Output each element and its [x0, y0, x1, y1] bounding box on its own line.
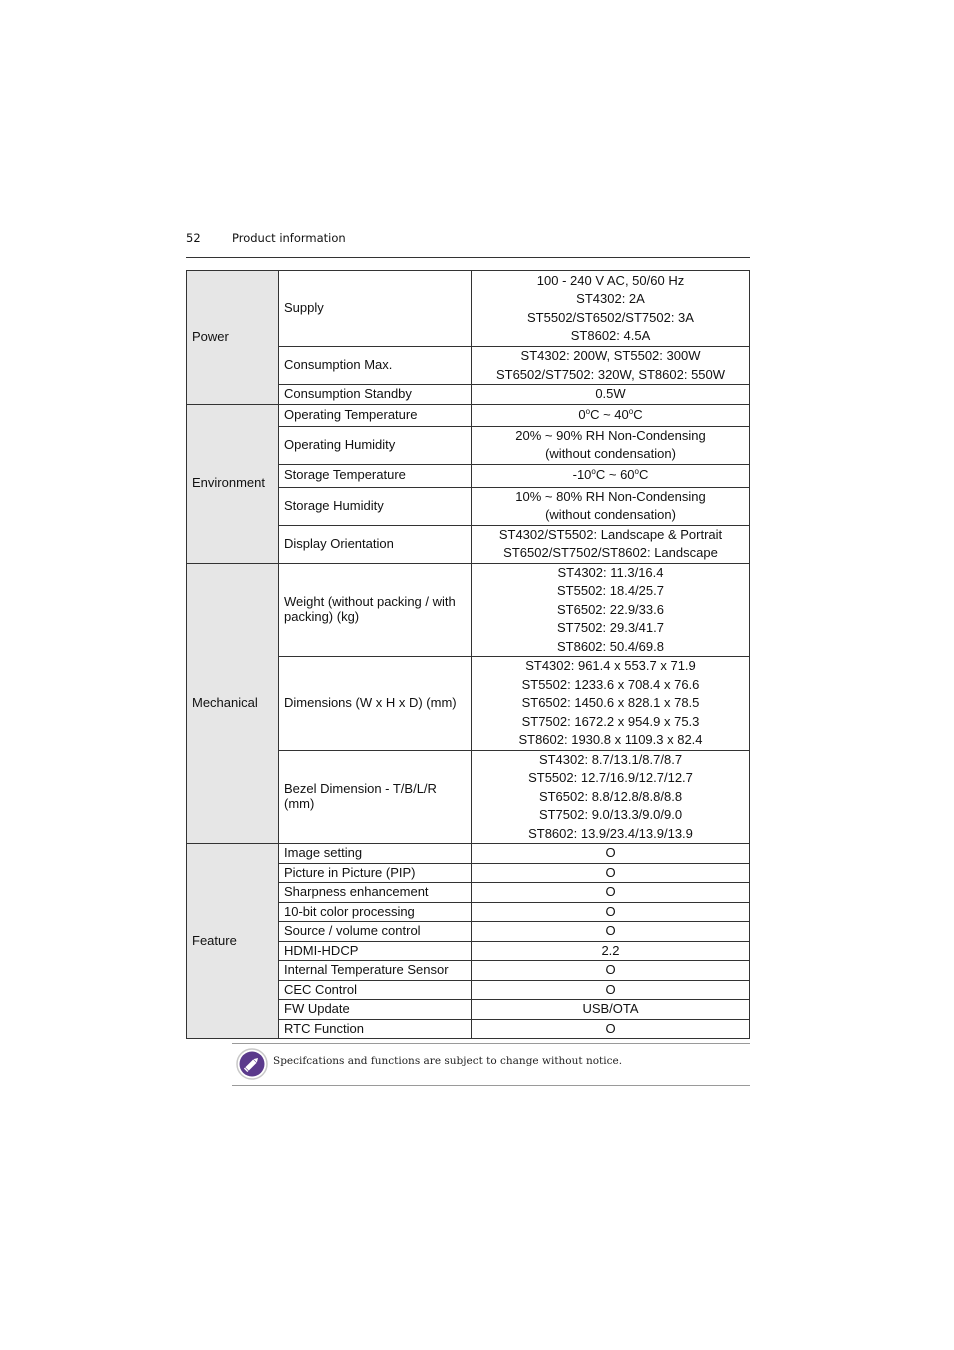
row-value-feature: O: [472, 1019, 750, 1039]
value-line: 10% ~ 80% RH Non-Condensing: [515, 488, 706, 504]
row-value-feature: O: [472, 922, 750, 942]
table-row: [187, 563, 750, 657]
temp-end: C: [633, 406, 643, 422]
value-line: (without condensation): [545, 446, 676, 461]
row-label-feature: 10-bit color processing: [279, 902, 472, 922]
row-label-feature: Source / volume control: [279, 922, 472, 942]
value-line: ST7502: 1672.2 x 954.9 x 75.3: [521, 713, 700, 729]
row-value-feature: USB/OTA: [472, 1000, 750, 1020]
row-value-dimensions: [472, 657, 750, 751]
category-mechanical: Mechanical: [187, 563, 279, 844]
row-value-feature: O: [472, 883, 750, 903]
row-label-supply: Supply: [279, 271, 472, 347]
row-value-storage-humidity: [472, 487, 750, 525]
value-line: ST4302: 961.4 x 553.7 x 71.9: [525, 658, 696, 673]
row-value-feature: 2.2: [472, 941, 750, 961]
value-line: ST5502: 18.4/25.7: [557, 583, 664, 598]
page-header: [186, 229, 750, 258]
value-line: ST5502: 1233.6 x 708.4 x 76.6: [521, 676, 700, 692]
degree-sign: o: [585, 406, 591, 416]
value-line: ST8602: 13.9/23.4/13.9/13.9: [528, 825, 693, 841]
value-line: ST4302: 2A: [576, 291, 645, 306]
value-line: ST6502/ST7502: 320W, ST8602: 550W: [495, 366, 726, 382]
value-line: ST7502: 29.3/41.7: [557, 620, 664, 635]
category-feature: Feature: [187, 844, 279, 1039]
row-label-feature: CEC Control: [279, 980, 472, 1000]
category-environment: Environment: [187, 404, 279, 563]
row-value-bezel-dimension: [472, 750, 750, 844]
row-label-feature: HDMI-HDCP: [279, 941, 472, 961]
row-value-operating-temperature: [472, 404, 750, 426]
row-value-consumption-max: [472, 347, 750, 385]
row-value-feature: O: [472, 844, 750, 864]
row-value-consumption-standby: 0.5W: [472, 385, 750, 405]
row-label-operating-temperature: Operating Temperature: [279, 404, 472, 426]
value-line: 100 - 240 V AC, 50/60 Hz: [536, 272, 685, 288]
value-line: ST4302: 8.7/13.1/8.7/8.7: [538, 751, 683, 767]
row-label-storage-humidity: Storage Humidity: [279, 487, 472, 525]
row-value-supply: [472, 271, 750, 347]
degree-sign: o: [591, 467, 596, 477]
row-value-feature: O: [472, 961, 750, 981]
temp-mid: C ~ 60: [595, 467, 635, 483]
table-row: [187, 404, 750, 426]
category-power: Power: [187, 271, 279, 405]
row-label-storage-temperature: Storage Temperature: [279, 464, 472, 487]
note-box: [232, 1043, 750, 1086]
value-line: ST7502: 9.0/13.3/9.0/9.0: [538, 807, 683, 822]
page-number: 52: [186, 231, 201, 245]
row-label-feature: FW Update: [279, 1000, 472, 1020]
row-value-storage-temperature: [472, 464, 750, 487]
row-label-weight: Weight (without packing / with packing) (kg): [279, 563, 472, 657]
row-value-display-orientation: [472, 525, 750, 563]
degree-sign: o: [634, 467, 639, 477]
row-label-consumption-max: Consumption Max.: [279, 347, 472, 385]
row-label-bezel-dimension: Bezel Dimension - T/B/L/R (mm): [279, 750, 472, 844]
row-label-feature: Internal Temperature Sensor: [279, 961, 472, 981]
row-value-weight: [472, 563, 750, 657]
value-line: ST5502: 12.7/16.9/12.7/12.7: [528, 770, 693, 785]
value-line: ST4302/ST5502: Landscape & Portrait: [498, 526, 723, 542]
row-label-feature: Picture in Picture (PIP): [279, 863, 472, 883]
row-value-feature: O: [472, 863, 750, 883]
temp-low: 0: [578, 406, 586, 422]
value-line: (without condensation): [545, 507, 676, 522]
temp-low: -10: [572, 467, 592, 483]
specification-table: [186, 270, 750, 1039]
row-value-feature: O: [472, 902, 750, 922]
value-line: ST6502: 1450.6 x 828.1 x 78.5: [521, 695, 700, 710]
value-line: ST5502/ST6502/ST7502: 3A: [527, 309, 694, 325]
row-label-feature: RTC Function: [279, 1019, 472, 1039]
row-label-operating-humidity: Operating Humidity: [279, 426, 472, 464]
temp-mid: C ~ 40: [590, 406, 629, 422]
value-line: ST4302: 11.3/16.4: [557, 564, 664, 580]
value-line: ST4302: 200W, ST5502: 300W: [520, 348, 701, 363]
row-label-display-orientation: Display Orientation: [279, 525, 472, 563]
degree-sign: o: [628, 406, 634, 416]
value-line: 20% ~ 90% RH Non-Condensing: [515, 427, 706, 443]
value-line: ST6502/ST7502/ST8602: Landscape: [503, 545, 718, 560]
table-row: [187, 844, 750, 864]
row-label-feature: Sharpness enhancement: [279, 883, 472, 903]
temp-end: C: [638, 467, 649, 483]
section-title: Product information: [232, 231, 346, 245]
row-label-feature: Image setting: [279, 844, 472, 864]
row-value-operating-humidity: [472, 426, 750, 464]
note-text: Specifcations and functions are subject to change without notice.: [273, 1055, 623, 1067]
table-row: [187, 271, 750, 347]
row-label-consumption-standby: Consumption Standby: [279, 385, 472, 405]
pencil-note-icon: [236, 1048, 268, 1080]
value-line: ST6502: 8.8/12.8/8.8/8.8: [538, 788, 683, 804]
row-value-feature: O: [472, 980, 750, 1000]
value-line: ST6502: 22.9/33.6: [557, 601, 664, 617]
value-line: ST8602: 50.4/69.8: [557, 638, 664, 654]
value-line: ST8602: 1930.8 x 1109.3 x 82.4: [518, 732, 703, 747]
row-label-dimensions: Dimensions (W x H x D) (mm): [279, 657, 472, 751]
value-line: ST8602: 4.5A: [570, 328, 651, 343]
